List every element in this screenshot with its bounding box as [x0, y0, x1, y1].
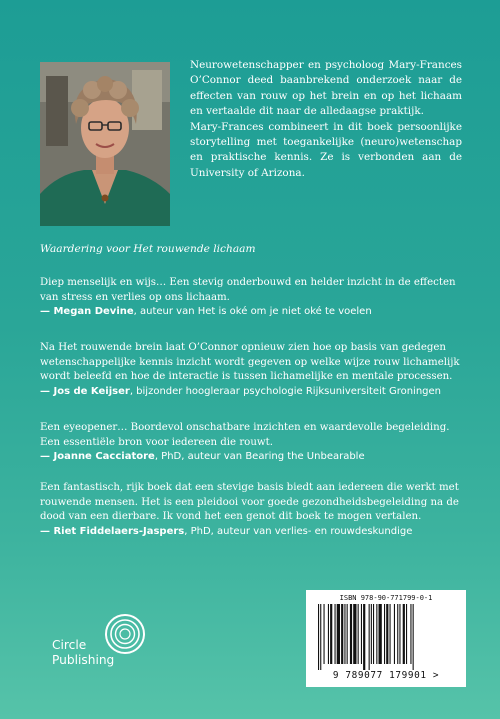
quote-block: [40, 276, 470, 320]
quote-block: [40, 421, 470, 465]
quote-block: [40, 481, 470, 539]
quote-text: Na Het rouwende brein laat O’Connor opnieuw zien hoe op basis van gedegen wetenschappelijke kennis inzicht wordt gegeven op welke wijze rouw lichamelijk wordt beleefd en hoe de interactie is tussen lichamelijke en mentale processen.: [40, 342, 460, 383]
author-bio: [190, 58, 462, 181]
publisher-name-line2: Publishing: [52, 653, 115, 667]
quote-credit: , auteur van Het is oké om je niet oké te voelen: [133, 306, 372, 318]
quote-author: — Jos de Keijser: [40, 385, 130, 397]
ean-first-digit: 9: [332, 670, 340, 681]
isbn-number: ISBN 978-90-771799-0-1: [339, 594, 433, 602]
quote-text: Een fantastisch, rijk boek dat een stevige basis biedt aan iedereen die werkt met rouwende mensen. Het is een pleidooi voor goede gezondheidsbegeleiding na de dood van een dierbare. Ik vond het een genot dit boek te mogen vertalen.: [40, 482, 459, 523]
praise-heading: Waardering voor Het rouwende lichaam: [40, 243, 256, 255]
isbn-barcode: [306, 590, 466, 687]
quote-attribution: [40, 525, 470, 540]
quote-block: [40, 341, 470, 399]
quote-attribution: [40, 385, 470, 400]
author-photo: [40, 62, 170, 226]
publisher-name-line1: Circle: [52, 638, 87, 652]
quote-attribution: [40, 305, 470, 320]
quote-author: — Megan Devine: [40, 306, 134, 318]
bio-paragraph-1: Neurowetenschapper en psycholoog Mary-Frances O’Connor deed baanbrekend onderzoek naar de effecten van rouw op het brein en op het lichaam en vertaalde dit naar de alledaagse praktijk.: [190, 59, 462, 118]
quote-author: — Joanne Cacciatore: [40, 451, 155, 463]
quote-credit: , PhD, auteur van Bearing the Unbearable: [154, 451, 365, 463]
publisher-name: [52, 638, 114, 668]
ean-left-group: 789077: [345, 670, 383, 681]
bio-paragraph-2: Mary-Frances combineert in dit boek persoonlijke storytelling met toegankelijke (neuro)wetenschap en praktische kennis. Ze is verbonden aan de University of Arizona.: [190, 120, 462, 179]
ean-right-group: 179901: [389, 670, 427, 681]
quote-text: Diep menselijk en wijs… Een stevig onderbouwd en helder inzicht in de effecten van stress en verlies op ons lichaam.: [40, 277, 456, 303]
ean-quiet-mark: >: [432, 670, 440, 681]
quote-credit: , bijzonder hoogleraar psychologie Rijksuniversiteit Groningen: [129, 385, 441, 397]
quote-text: Een eyeopener… Boordevol onschatbare inzichten en waardevolle begeleiding. Een essentiële bron voor iedereen die rouwt.: [40, 422, 450, 448]
quote-author: — Riet Fiddelaers-Jaspers: [40, 525, 185, 537]
quote-credit: , PhD, auteur van verlies- en rouwdeskundige: [184, 525, 413, 537]
barcode-bars: [316, 604, 456, 670]
ean-digits: [306, 670, 466, 681]
quote-attribution: [40, 450, 470, 465]
